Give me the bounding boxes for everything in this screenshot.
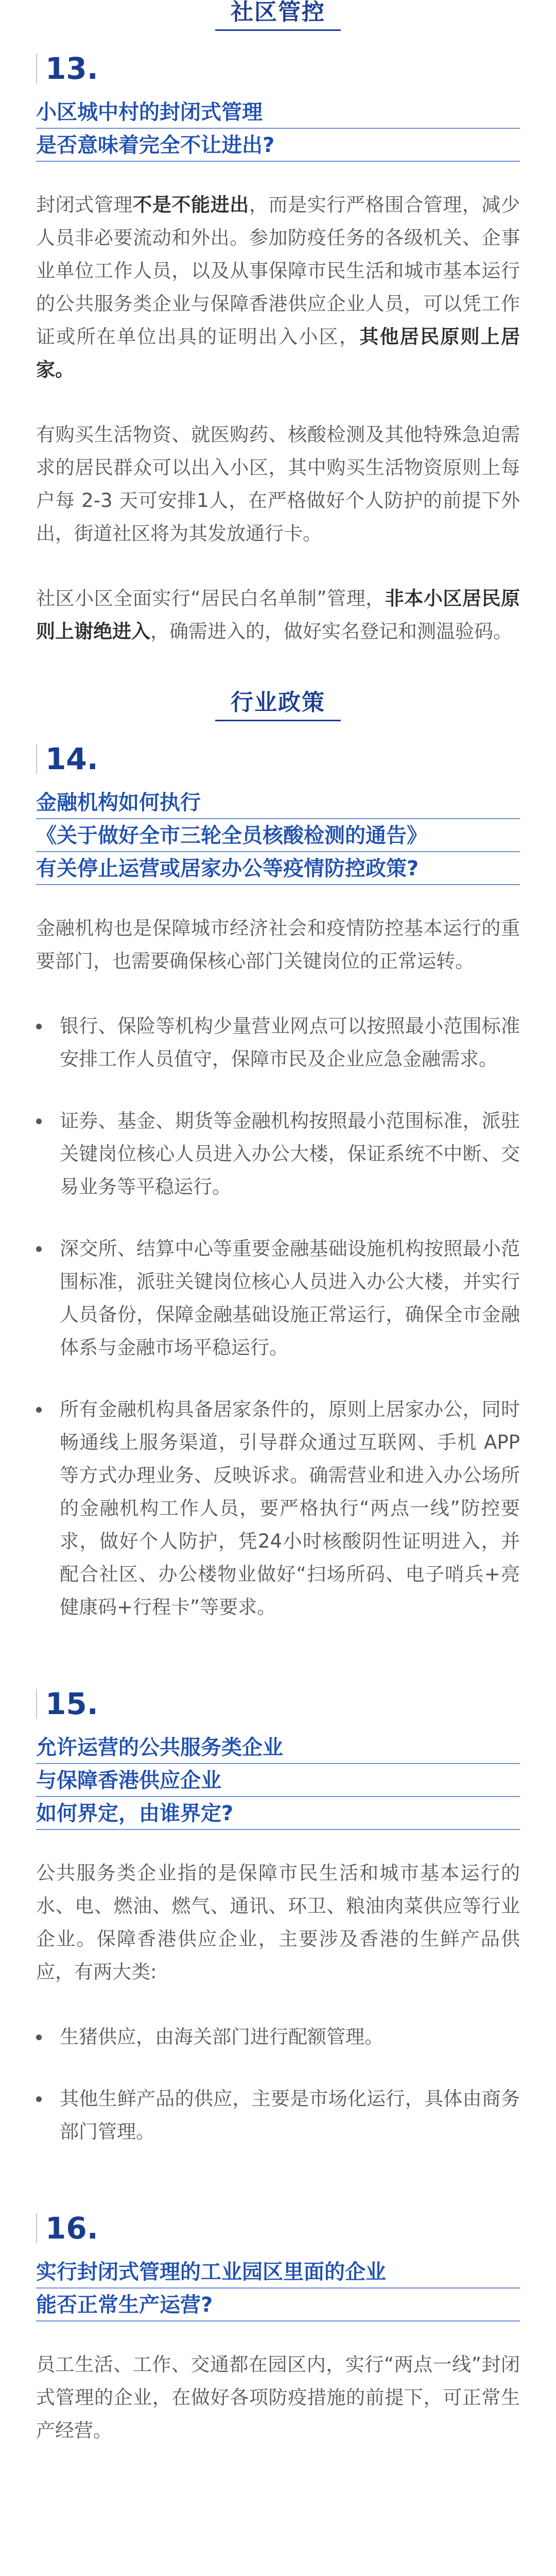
- list-item: [36, 1393, 520, 1624]
- list-item: [36, 1232, 520, 1364]
- list-item-text: 银行、保险等机构少量营业网点可以按照最小范围标准安排工作人员值守，保障市民及企业应急金融需求。: [60, 1015, 520, 1070]
- bullet-dot-icon: [36, 1232, 60, 1252]
- bullet-list: [36, 1010, 520, 1624]
- bullet-dot-icon: [36, 1105, 60, 1124]
- list-item: [36, 2082, 520, 2148]
- bullet-dot-icon: [36, 1393, 60, 1413]
- list-item-text: 其他生鲜产品的供应，主要是市场化运行，具体由商务部门管理。: [60, 2088, 520, 2143]
- question-title-line: 《关于做好全市三轮全员核酸检测的通告》: [36, 819, 520, 852]
- question-title-line: 是否意味着完全不让进出?: [36, 129, 520, 162]
- question-number: 14.: [36, 744, 520, 774]
- question-title: [36, 2256, 520, 2321]
- text-span: 社区小区全面实行“居民白名单制”管理，: [36, 587, 385, 609]
- question-title: [36, 96, 520, 162]
- question-number: 16.: [36, 2213, 520, 2243]
- question-number: 13.: [36, 54, 520, 83]
- text-span: ，而是实行严格围合管理，减少人员非必要流动和外出。参加防疫任务的各级机关、企事业单位工作人员，以及从事保障市民生活和城市基本运行的公共服务类企业与保障香港供应企业人员，可以凭工作证或所在单位出具的证明出入小区，: [36, 194, 520, 348]
- list-item: [36, 1105, 520, 1204]
- question-title-line: 能否正常生产运营?: [36, 2289, 520, 2321]
- answer-paragraph: [36, 582, 520, 648]
- list-item: [36, 2021, 520, 2054]
- question-title-line: 有关停止运营或居家办公等疫情防控政策?: [36, 852, 520, 885]
- section-title: 行业政策: [215, 684, 341, 721]
- question-title-line: 如何界定，由谁界定?: [36, 1797, 520, 1830]
- answer-paragraph: [36, 189, 520, 386]
- section-header-policy: [0, 680, 556, 721]
- question-title: [36, 1731, 520, 1830]
- qa-item-16: [0, 2213, 556, 2447]
- question-title-line: 允许运营的公共服务类企业: [36, 1731, 520, 1764]
- question-title-line: 与保障香港供应企业: [36, 1764, 520, 1797]
- list-item-text: 生猪供应，由海关部门进行配额管理。: [60, 2026, 384, 2048]
- qa-item-15: [0, 1686, 556, 2148]
- answer-paragraph: 金融机构也是保障城市经济社会和疫情防控基本运行的重要部门，也需要确保核心部门关键岗位的正常运转。: [36, 917, 520, 972]
- list-item-text: 证券、基金、期货等金融机构按照最小范围标准，派驻关键岗位核心人员进入办公大楼，保证系统不中断、交易业务等平稳运行。: [60, 1110, 520, 1198]
- bullet-list: [36, 2021, 520, 2148]
- list-item: [36, 1010, 520, 1076]
- question-title-line: 实行封闭式管理的工业园区里面的企业: [36, 2256, 520, 2289]
- answer-paragraph: 有购买生活物资、就医购药、核酸检测及其他特殊急迫需求的居民群众可以出入小区，其中购买生活物资原则上每户每 2-3 天可安排1人，在严格做好个人防护的前提下外出，街道社区将为其发放通行卡。: [36, 423, 520, 545]
- qa-item-14: [0, 741, 556, 1624]
- question-title: [36, 786, 520, 885]
- bullet-dot-icon: [36, 1010, 60, 1029]
- text-span: ，确需进入的，做好实名登记和测温验码。: [150, 620, 512, 642]
- list-item-text: 深交所、结算中心等重要金融基础设施机构按照最小范围标准，派驻关键岗位核心人员进入办公大楼，并实行人员备份，保障金融基础设施正常运行，确保全市金融体系与金融市场平稳运行。: [60, 1238, 520, 1359]
- bullet-dot-icon: [36, 2082, 60, 2102]
- question-title-line: 小区城中村的封闭式管理: [36, 96, 520, 129]
- qa-item-13: [0, 51, 556, 648]
- question-title-line: 金融机构如何执行: [36, 786, 520, 819]
- emphasis-text: 不是不能进出: [133, 194, 249, 216]
- section-title: 社区管控: [215, 0, 341, 31]
- emphasis-text: 非本小区居民原则上谢绝进入: [36, 587, 520, 642]
- bullet-dot-icon: [36, 2021, 60, 2040]
- emphasis-text: 其他居民原则上居家。: [36, 326, 520, 381]
- answer-paragraph: 公共服务类企业指的是保障市民生活和城市基本运行的水、电、燃油、燃气、通讯、环卫、粮油肉菜供应等行业企业。保障香港供应企业，主要涉及香港的生鲜产品供应，有两大类:: [36, 1862, 520, 1983]
- list-item-text: 所有金融机构具备居家条件的，原则上居家办公，同时畅通线上服务渠道，引导群众通过互联网、手机 APP 等方式办理业务、反映诉求。确需营业和进入办公场所的金融机构工作人员，要严格执行“两点一线”防控要求，做好个人防护，凭24小时核酸阴性证明进入，并配合社区、办公楼物业做好“扫场所码、电子哨兵+亮健康码+行程卡”等要求。: [60, 1398, 520, 1618]
- answer-paragraph: 员工生活、工作、交通都在园区内，实行“两点一线”封闭式管理的企业，在做好各项防疫措施的前提下，可正常生产经营。: [36, 2353, 520, 2442]
- question-number: 15.: [36, 1689, 520, 1719]
- section-header-community: [0, 0, 556, 31]
- text-span: 封闭式管理: [36, 194, 133, 216]
